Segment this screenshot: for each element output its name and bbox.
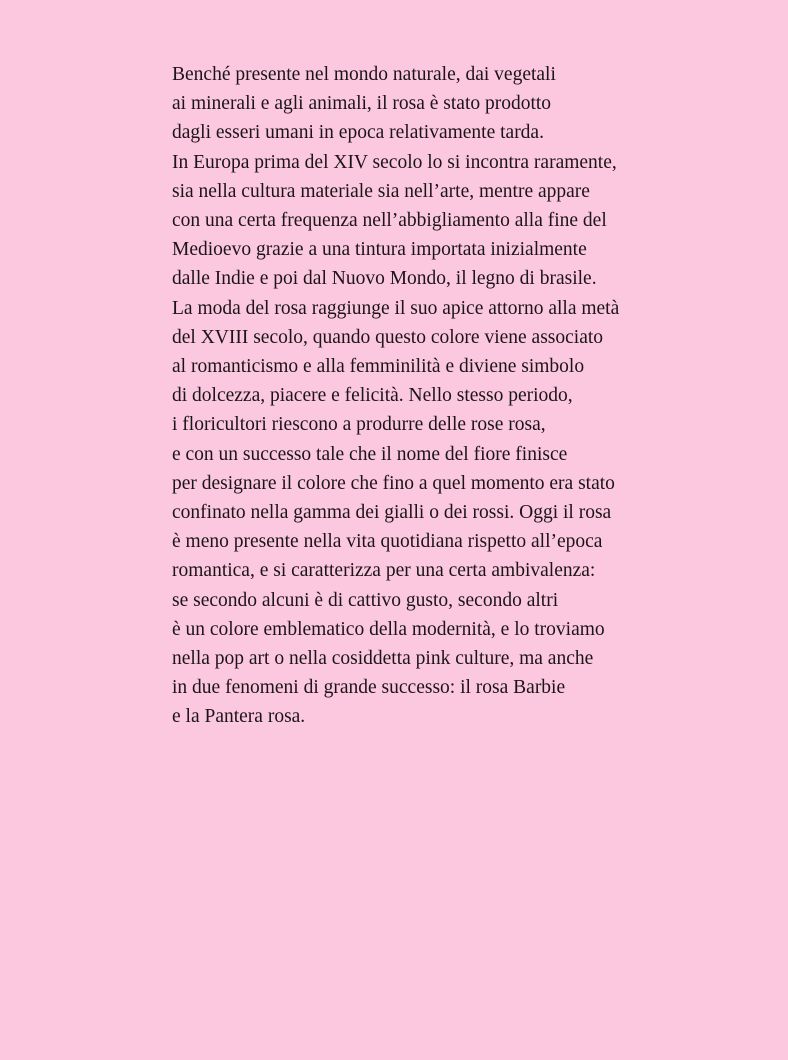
text-line: dagli esseri umani in epoca relativamente tarda. (172, 122, 544, 144)
text-line: Benché presente nel mondo naturale, dai vegetali (172, 64, 556, 85)
text-line: sia nella cultura materiale sia nell’arte, mentre appare (172, 180, 590, 202)
text-line: al romanticismo e alla femminilità e diviene simbolo (172, 356, 585, 378)
text-line: è un colore emblematico della modernità, e lo troviamo (172, 618, 605, 640)
text-line: ai minerali e agli animali, il rosa è stato prodotto (172, 93, 552, 115)
text-line: e la Pantera rosa. (172, 706, 306, 728)
text-line: in due fenomeni di grande successo: il rosa Barbie (172, 677, 566, 699)
text-line: se secondo alcuni è di cattivo gusto, secondo altri (172, 589, 559, 611)
text-line: del XVIII secolo, quando questo colore viene associato (172, 326, 604, 348)
body-paragraph (172, 60, 672, 732)
text-line: nella pop art o nella cosiddetta pink culture, ma anche (172, 648, 594, 670)
text-line: di dolcezza, piacere e felicità. Nello stesso periodo, (172, 385, 573, 407)
text-line: Medioevo grazie a una tintura importata inizialmente (172, 239, 587, 261)
text-line: dalle Indie e poi dal Nuovo Mondo, il legno di brasile. (172, 268, 597, 290)
text-line: è meno presente nella vita quotidiana rispetto all’epoca (172, 531, 603, 553)
text-line: con una certa frequenza nell’abbigliamento alla fine del (172, 210, 607, 232)
text-line: e con un successo tale che il nome del fiore finisce (172, 443, 568, 465)
text-line: i floricultori riescono a produrre delle rose rosa, (172, 414, 546, 436)
text-line: per designare il colore che fino a quel momento era stato (172, 472, 615, 494)
text-line: confinato nella gamma dei gialli o dei rossi. Oggi il rosa (172, 502, 612, 524)
text-line: La moda del rosa raggiunge il suo apice attorno alla metà (172, 297, 620, 319)
text-line: romantica, e si caratterizza per una certa ambivalenza: (172, 560, 596, 582)
text-line: In Europa prima del XIV secolo lo si incontra raramente, (172, 151, 617, 173)
